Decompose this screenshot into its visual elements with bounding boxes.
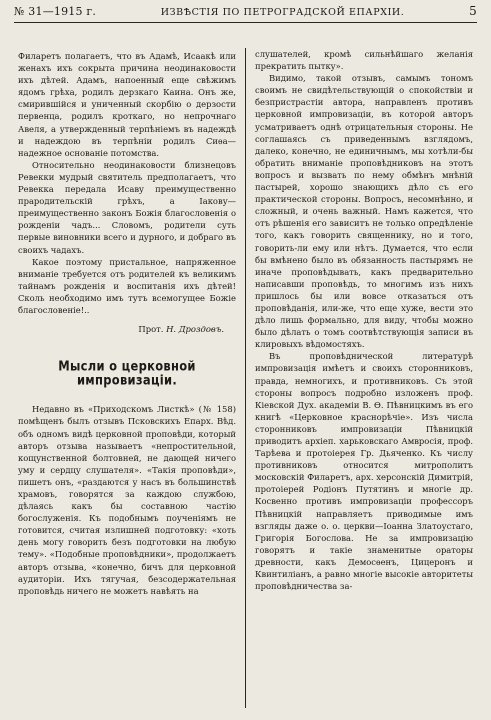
paragraph: Относительно неодинаковости близнецовъ Ревекки мудрый святитель предполагаетъ, что Ревекка передала Исаву преимущественно прародительскій грѣхъ, а Іакову—преимущественно законъ Божія благословенія о рожденіи чадъ... Словомъ, родители суть первые виновники всего и дурного, и добраго въ своихъ чадахъ. bbox=[18, 159, 236, 255]
running-header bbox=[14, 4, 477, 22]
author-signature bbox=[18, 323, 236, 335]
header-rule bbox=[14, 22, 477, 23]
left-column bbox=[18, 50, 236, 597]
paragraph: Филаретъ полагаетъ, что въ Адамѣ, Исаакѣ или женахъ ихъ сокрыта причина неодинаковости ихъ дѣтей. Адамъ, напоенный еще свѣжимъ ядомъ грѣха, родилъ дерзкаго Каина. Онъ же, смирившійся и униченный скорбію о дерзости первенца, родилъ кроткаго, но непрочнаго Авеля, а утвержденный терпѣніемъ въ надеждѣ и надеждою въ терпѣніи родилъ Сиѳа—надежное основаніе потомства. bbox=[18, 51, 236, 158]
paragraph: Видимо, такой отзывъ, самымъ тономъ своимъ не свидѣтельствующій о спокойствіи и безпристрастіи автора, направленъ противъ церковной импровизаціи, въ которой авторъ усматриваетъ однѣ отрицательныя стороны. Не соглашаясь съ приведеннымъ взглядомъ, далеко, конечно, не единичнымъ, мы хотѣли-бы обратить вниманіе проповѣдниковъ на этотъ вопросъ и вызвать по нему обмѣнъ мнѣній пастырей, хорошо знающихъ дѣло съ его практической стороны. Вопросъ, несомнѣнно, и сложный, и очень важный. Намъ кажется, что отъ рѣшенія его зависитъ не только опредѣленіе того, какъ говорить священнику, но и того, говорить-ли ему или нѣтъ. Думается, что если бы вмѣнено было въ обязанность пастырямъ не иначе проповѣдывать, какъ предварительно написавши проповѣдь, то многимъ изъ нихъ пришлось бы или вовсе отказаться отъ проповѣданія, или-же, что еще хуже, вести это дѣло лишь формально, для виду, чтобы можно было дѣлать о томъ соотвѣтствующія записи въ клировыхъ вѣдомостяхъ. bbox=[255, 73, 473, 350]
paragraph: Въ проповѣднической литературѣ импровизація имѣетъ и своихъ сторонниковъ, правда, немногихъ, и противниковъ. Съ этой стороны вопросъ подробно изложенъ проф. Кіевской Дух. академіи В. Ѳ. Пѣвницкимъ въ его книгѣ «Церковное краснорѣчіе». Изъ числа сторонниковъ импровизаціи Пѣвницкій приводитъ архіеп. харьковскаго Амвросія, проф. Тарѣева и протоіерея Гр. Дьяченко. Къ числу противниковъ относится митрополитъ московскій Филаретъ, арх. херсонскій Димитрій, протоіерей Родіонъ Путятинъ и многіе др. Косвенно противъ импровизаціи профессоръ Пѣвницкій направляетъ приводимые имъ взгляды даже о. о. церкви—Іоанна Златоустаго, Григорія Богослова. Не за импровизацію говорятъ и такіе знаменитые ораторы древности, какъ Демосѳенъ, Цицеронъ и Квинтиліанъ, а равно многіе высокіе авторитеты проповѣдничества за- bbox=[255, 351, 473, 592]
signature-name: Н. Дроздовъ. bbox=[166, 324, 224, 335]
signature-prefix: Прот. bbox=[138, 324, 164, 335]
paragraph: Недавно въ «Приходскомъ Листкѣ» (№ 158) помѣщенъ былъ отзывъ Псковскихъ Епарх. Вѣд. объ одномъ видѣ церковной проповѣди, который авторъ отзыва называетъ «непростительной, кощунственной болтовней, не дающей ничего уму и сердцу слушателя». «Такія проповѣди», пишетъ онъ, «раздаются у насъ въ большинствѣ храмовъ, говорятся за каждою службою, дѣлаясь какъ бы составною частію богослуженія. Къ подобнымъ поученіямъ не готовится, считая излишней подготовку: «хоть день могу говорить безъ подготовки на любую тему». «Подобные проповѣдники», продолжаетъ авторъ отзыва, «конечно, бичъ для церковной аудиторіи. Ихъ тягучая, безсодержательная проповѣдь ничего не можетъ навѣять на bbox=[18, 404, 236, 596]
right-column bbox=[255, 48, 473, 592]
paragraph: Какое поэтому пристальное, напряженное вниманіе требуется отъ родителей къ великимъ тайнамъ рожденія и воспитанія ихъ дѣтей! Сколь необходимо имъ тутъ всемогущее Божіе благословеніе!.. bbox=[18, 256, 236, 315]
issue-number: № 31—1915 г. bbox=[14, 5, 97, 18]
column-divider bbox=[245, 48, 246, 708]
article-title: Мысли о церковной импровизаціи. bbox=[58, 358, 196, 389]
journal-title: ИЗВѢСТІЯ ПО ПЕТРОГРАДСКОЙ ЕПАРХІИ. bbox=[160, 7, 405, 18]
paragraph: слушателей, кромѣ сильнѣйшаго желанія прекратить пытку». bbox=[255, 49, 473, 72]
page-number: 5 bbox=[469, 4, 477, 18]
